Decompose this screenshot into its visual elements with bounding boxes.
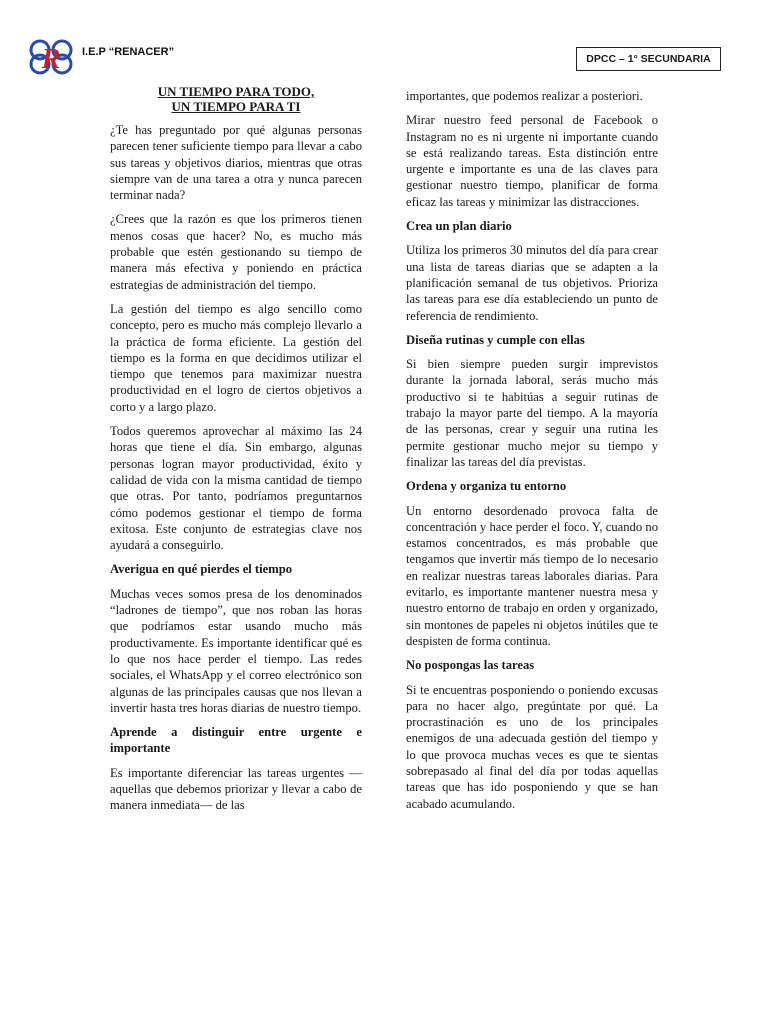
left-column [110, 84, 362, 822]
paragraph: La gestión del tiempo es algo sencillo como concepto, pero es mucho más complejo llevarlo a la práctica de forma eficiente. La gestión del tiempo es la forma en que decidimos utilizar el tiempo que tenemos para maximizar nuestra productividad en el logro de ciertos objetivos a corto y a largo plazo. [110, 301, 362, 414]
paragraph: Mirar nuestro feed personal de Facebook o Instagram no es ni urgente ni importante cuando se está realizando tareas. Esta distinción entre urgente e importante es una de las claves para gestionar nuestro tiempo, planificar de forma eficaz las tareas y minimizar las distracciones. [406, 113, 658, 209]
paragraph: Es importante diferenciar las tareas urgentes —aquellas que debemos priorizar y llevar a cabo de manera inmediata— de las [110, 765, 362, 813]
paragraph: Todos queremos aprovechar al máximo las 24 horas que tiene el día. Sin embargo, algunas personas logran mayor productividad, éxito y calidad de vida con la misma cantidad de tiempo que otras. Por tanto, podríamos preguntarnos cómo podemos gestionar el tiempo de forma exitosa. Este conjunto de estrategias clave nos ayudará a conseguirlo. [110, 424, 362, 553]
section-heading: Aprende a distinguir entre urgente e importante [110, 725, 362, 756]
paragraph: ¿Te has preguntado por qué algunas personas parecen tener suficiente tiempo para llevar a cabo sus tareas y objetivos diarios, mientras que otras siempre van de una tarea a otra y nunca parecen terminar nada? [110, 123, 362, 203]
title-line-1: UN TIEMPO PARA TODO, [157, 84, 315, 99]
grade-label: DPCC – 1° SECUNDARIA [576, 47, 721, 71]
paragraph: Muchas veces somos presa de los denominados “ladrones de tiempo”, que nos roban las horas que podríamos estar usando mucho más productivamente. Es importante identificar qué es lo que nos hace perder el tiempo. Las redes sociales, el WhatsApp y el correo electrónico son algunas de las principales causas que nos llevan a invertir hasta tres horas diarias de nuestro tiempo. [110, 586, 362, 715]
section-heading: Crea un plan diario [406, 219, 512, 234]
section-heading: No pospongas las tareas [406, 658, 535, 673]
school-name: I.E.P “RENACER” [82, 46, 175, 58]
paragraph: ¿Crees que la razón es que los primeros tienen menos cosas que hacer? No, es mucho más probable que estén gestionando su tiempo de manera más efectiva y poniendo en práctica estrategias de administración del tiempo. [110, 212, 362, 292]
section-heading: Ordena y organiza tu entorno [406, 479, 567, 494]
section-heading: Averigua en qué pierdes el tiempo [110, 562, 293, 577]
section-heading: Diseña rutinas y cumple con ellas [406, 332, 585, 347]
paragraph: Un entorno desordenado provoca falta de concentración y hace perder el foco. Y, cuando no estamos concentrados, es más probable que tengamos que invertir más tiempo de lo necesario en realizar nuestras tareas laborales diarias. Para evitarlo, es importante mantener nuestra mesa y nuestro entorno de trabajo en orden y organizado, sin montones de papeles ni objetos inútiles que te despisten de forma continua. [406, 503, 658, 648]
school-logo [28, 36, 74, 76]
paragraph: Si bien siempre pueden surgir imprevistos durante la jornada laboral, serás mucho más productivo si te habitúas a seguir rutinas de trabajo la mayor parte del tiempo. A la mayoría de las personas, crear y seguir una rutina les permite gestionar mucho mejor su tiempo y finalizar las tareas del día previstas. [406, 357, 658, 469]
right-column [406, 88, 658, 820]
paragraph: importantes, que podemos realizar a posteriori. [406, 89, 643, 103]
title-line-2: UN TIEMPO PARA TI [171, 99, 301, 114]
paragraph: Utiliza los primeros 30 minutos del día para crear una lista de tareas diarias que se adapten a la planificación semanal de tus objetivos. Prioriza las tareas para ese día estableciendo un punto de referencia de rendimiento. [406, 243, 658, 323]
article-title [110, 84, 362, 114]
svg-text:R: R [41, 44, 61, 75]
paragraph: Si te encuentras posponiendo o poniendo excusas para no hacer algo, pregúntate por qué. La procrastinación es uno de los principales enemigos de una adecuada gestión del tiempo y lo que provoca muchas veces es que te sientas sobrepasado al final del día por todas aquellas tareas que has ido posponiendo y que se han acabado acumulando. [406, 682, 658, 811]
